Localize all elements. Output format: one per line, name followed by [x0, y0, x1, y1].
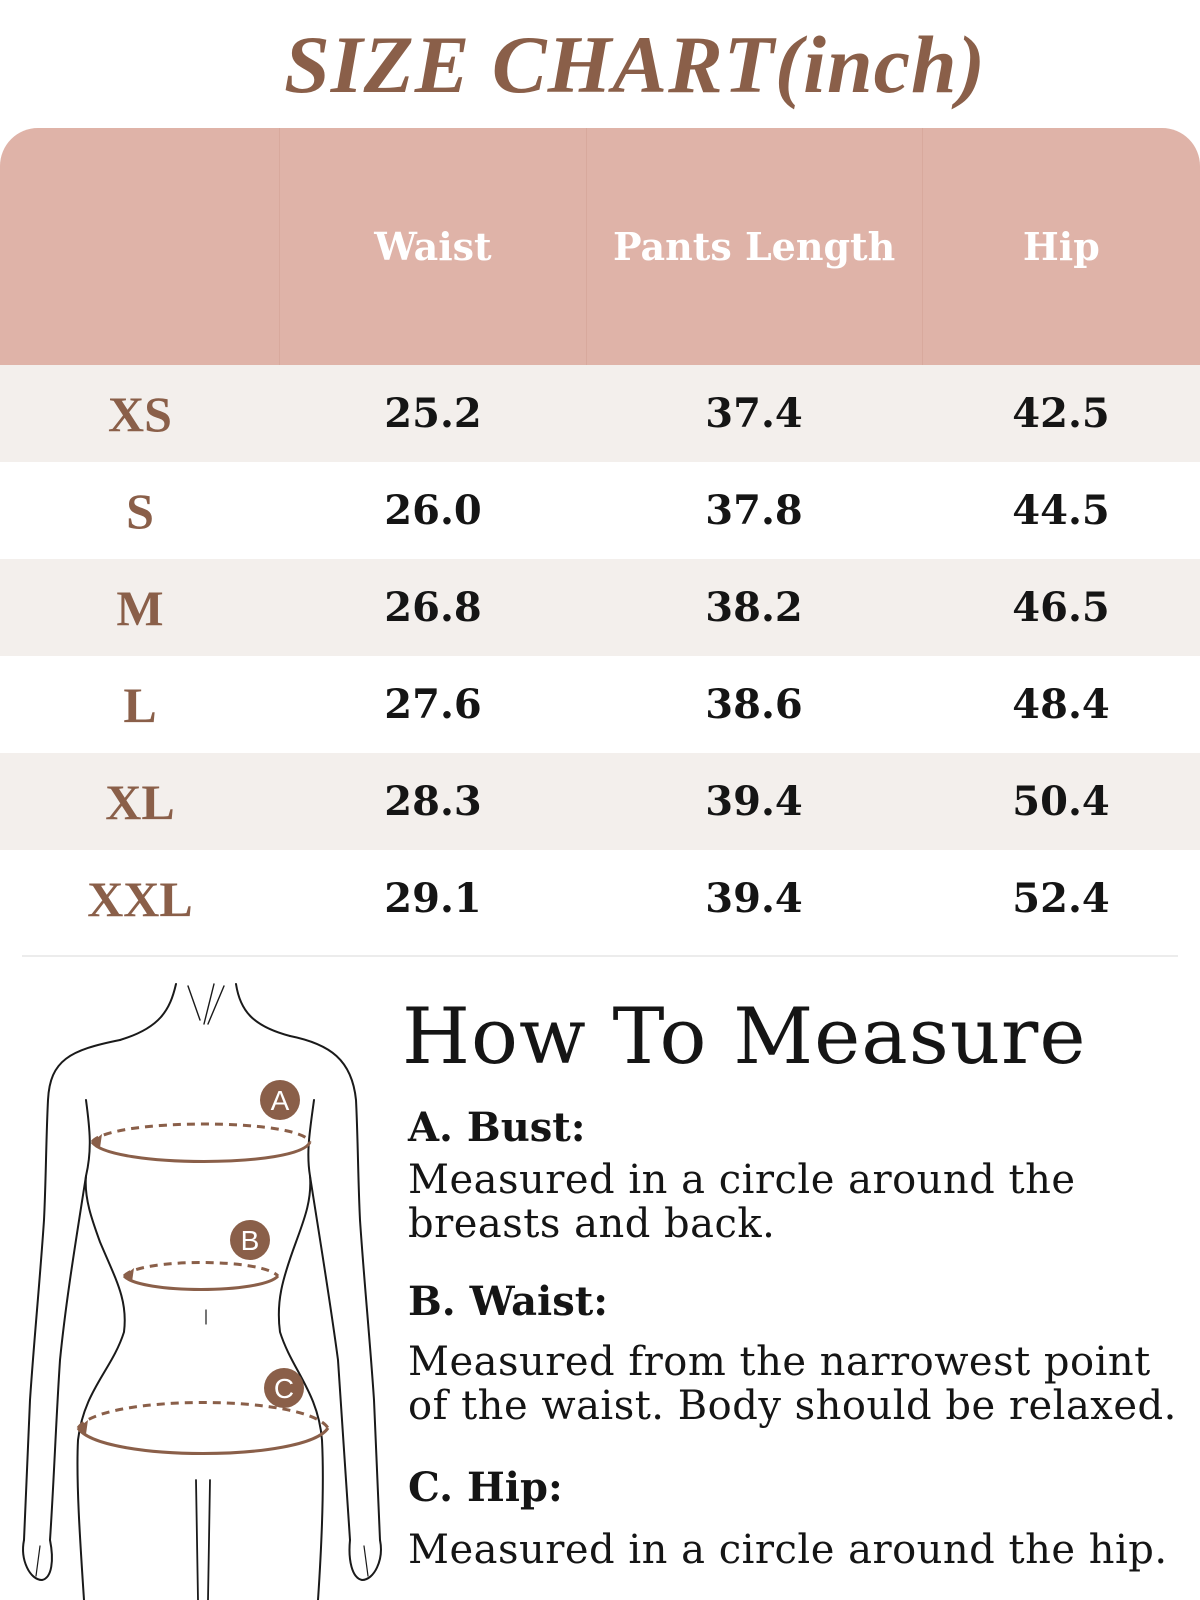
table-row [0, 462, 1200, 559]
waist-value: 27.6 [384, 681, 482, 728]
hip-value: 46.5 [1012, 584, 1110, 631]
hip-description [408, 1528, 1198, 1572]
size-label: L [123, 676, 157, 733]
desc-line: Measured in a circle around the [408, 1157, 1076, 1203]
size-label: XXL [87, 870, 193, 927]
waist-value: 26.0 [384, 487, 482, 534]
table-row [0, 559, 1200, 656]
marker-c-label: C [273, 1373, 295, 1404]
desc-line: of the waist. Body should be relaxed. [408, 1383, 1177, 1429]
header-empty [0, 128, 280, 365]
body-figure-illustration [0, 980, 400, 1600]
desc-line: breasts and back. [408, 1201, 776, 1247]
size-label: S [126, 482, 154, 539]
length-value: 37.4 [705, 390, 803, 437]
bust-label: A. Bust: [408, 1104, 586, 1151]
waist-label: B. Waist: [408, 1278, 608, 1325]
length-value: 38.2 [705, 584, 803, 631]
hip-value: 42.5 [1012, 390, 1110, 437]
marker-b-label: B [240, 1225, 260, 1256]
marker-a-icon [260, 1080, 300, 1120]
length-value: 39.4 [705, 778, 803, 825]
desc-line: Measured from the narrowest point [408, 1339, 1151, 1385]
marker-a-label: A [270, 1085, 290, 1116]
waist-value: 26.8 [384, 584, 482, 631]
hip-value: 52.4 [1012, 875, 1110, 922]
length-value: 37.8 [705, 487, 803, 534]
page-title: SIZE CHART(inch) [284, 19, 986, 110]
marker-c-icon [264, 1368, 304, 1408]
hip-value: 44.5 [1012, 487, 1110, 534]
desc-line: Measured in a circle around the hip. [408, 1527, 1168, 1573]
size-table [0, 128, 1200, 947]
table-header [0, 128, 1200, 365]
hip-label: C. Hip: [408, 1464, 563, 1511]
header-pants-length: Pants Length [587, 128, 923, 365]
length-value: 39.4 [705, 875, 803, 922]
waist-description [408, 1340, 1198, 1428]
waist-value: 29.1 [384, 875, 482, 922]
table-row [0, 656, 1200, 753]
bust-description [408, 1158, 1198, 1246]
hip-value: 48.4 [1012, 681, 1110, 728]
divider [22, 955, 1178, 957]
waist-value: 25.2 [384, 390, 482, 437]
size-label: XS [108, 385, 172, 442]
size-label: M [116, 579, 164, 636]
table-row [0, 850, 1200, 947]
marker-b-icon [230, 1220, 270, 1260]
how-to-measure-title: How To Measure [402, 992, 1087, 1082]
header-hip: Hip [1022, 224, 1100, 269]
size-label: XL [105, 773, 175, 830]
header-waist: Waist [280, 128, 586, 365]
waist-value: 28.3 [384, 778, 482, 825]
hip-value: 50.4 [1012, 778, 1110, 825]
length-value: 38.6 [705, 681, 803, 728]
table-row [0, 365, 1200, 462]
table-row [0, 753, 1200, 850]
